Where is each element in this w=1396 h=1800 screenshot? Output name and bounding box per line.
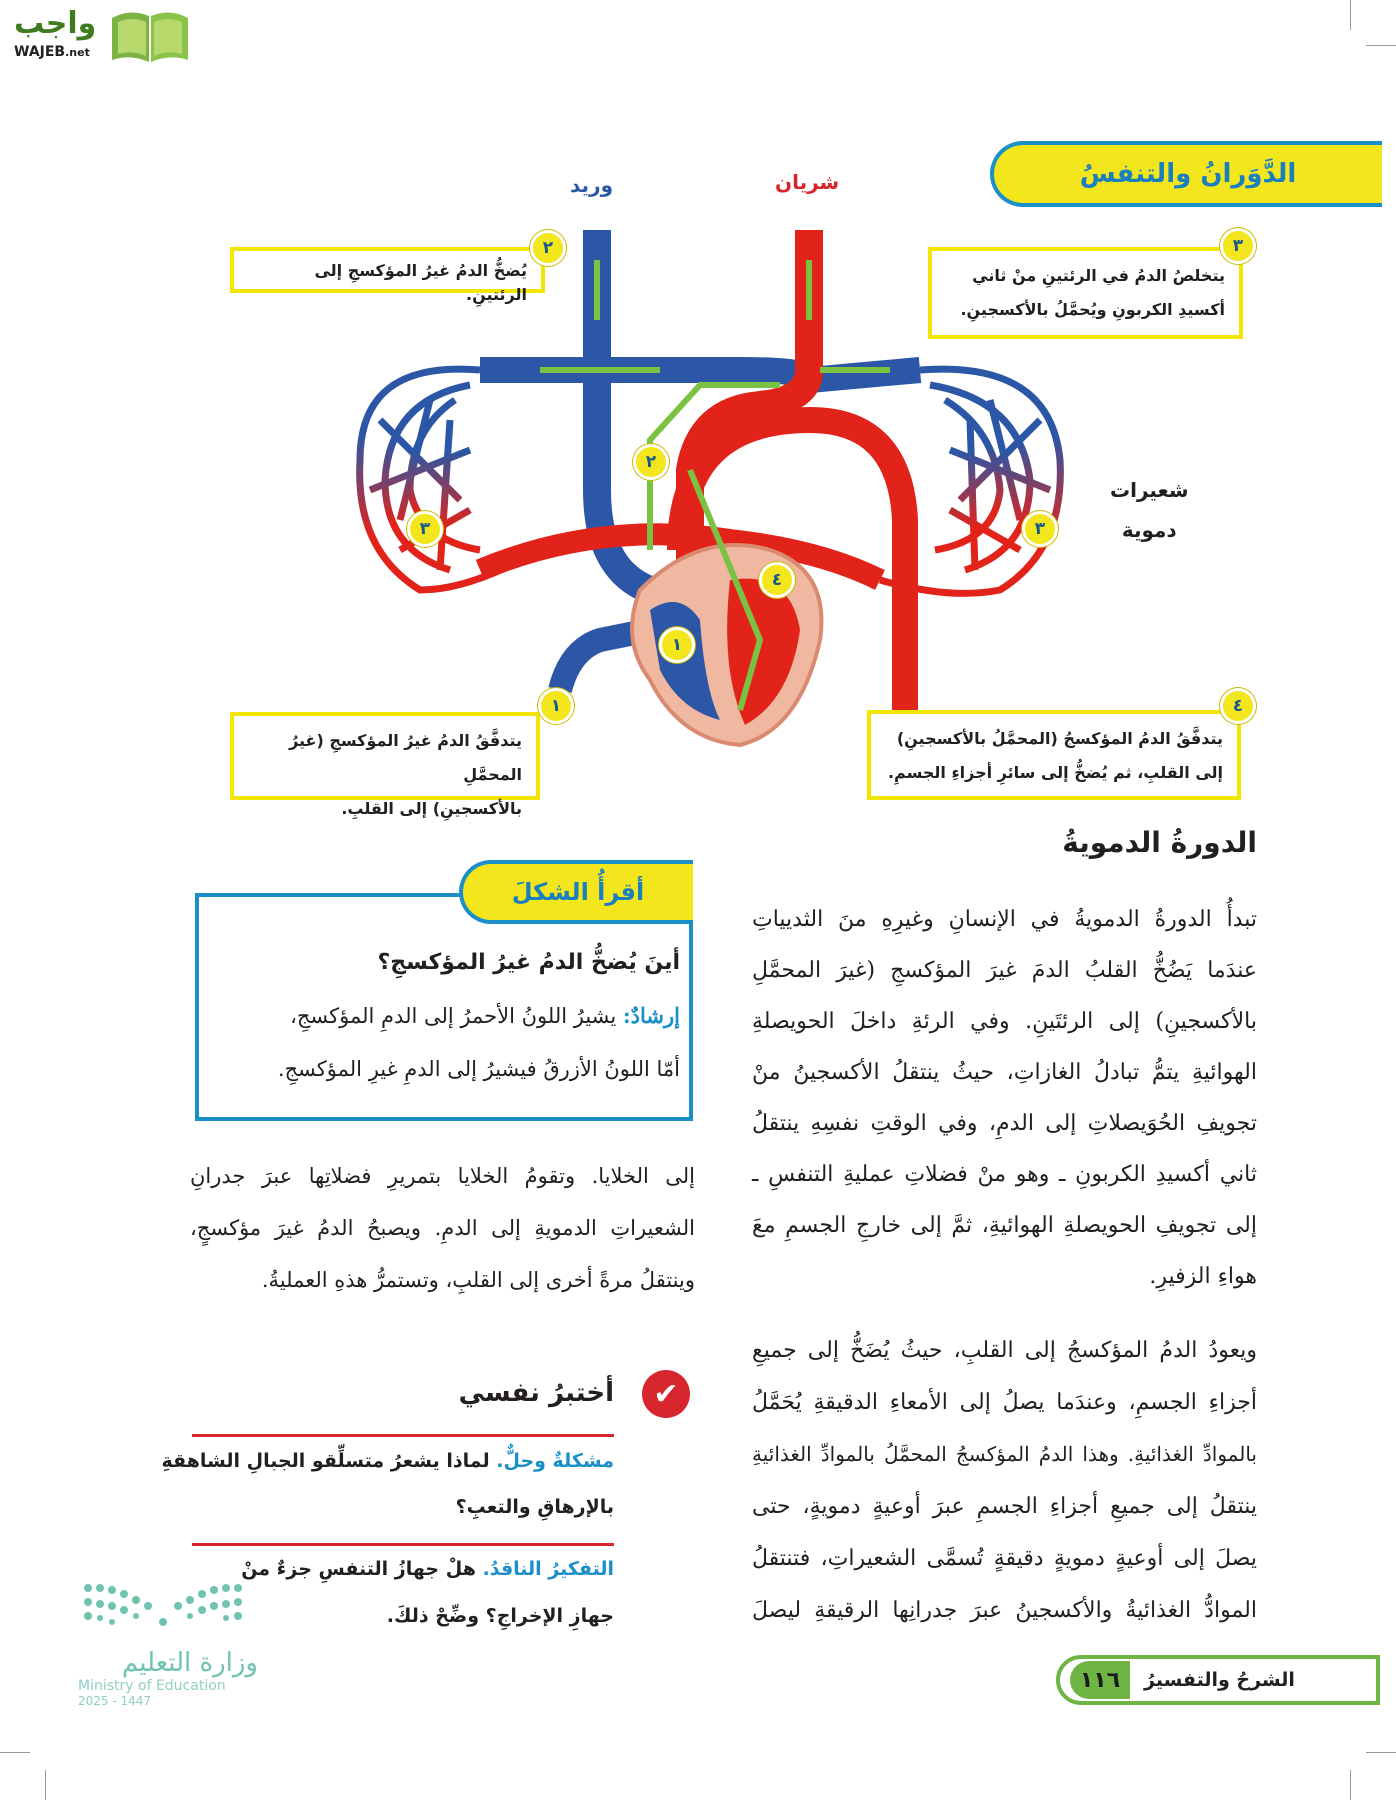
step-badge-1: ١ — [538, 688, 574, 724]
step-3-box: يتخلصُ الدمُ في الرئتينِ منْ ثاني أكسيدِ الكربونِ ويُحمَّلُ بالأكسجينِ. — [928, 247, 1243, 339]
para1-line: هواءِ الزفيرِ. — [1149, 1264, 1257, 1289]
para1-line: إلى تجويفِ الحويصلةِ الهوائيةِ، ثمَّ إلى خارجِ الجسمِ معَ — [752, 1213, 1257, 1238]
para2-line: الموادُّ الغذائيةُ والأكسجينُ عبرَ جدرانِها الرقيقةِ ليصلَ — [752, 1598, 1257, 1623]
checkmark-icon: ✔ — [642, 1370, 690, 1418]
section-title: الدَّوَرانُ والتنفسُ — [1079, 159, 1297, 189]
self-test-q1-line2: بالإرهاقِ والتعبِ؟ — [455, 1496, 614, 1518]
step-2-box: يُضخُّ الدمُ غيرُ المؤكسجِ إلى الرئتينِ. — [230, 247, 545, 293]
para1-line: الهوائيةِ يتمُّ تبادلُ الغازاتِ، حيثُ ينتقلُ الأكسجينُ منْ — [752, 1060, 1257, 1085]
ministry-logo: وزارة التعليم Ministry of Education 2025 - 1447 — [78, 1578, 258, 1728]
para1-line: تجويفِ الحُوَيصلاتِ إلى الدمِ، وفي الوقتِ نفسِهِ ينتقلُ — [752, 1111, 1257, 1136]
para2-line: بالموادِّ الغذائيةِ. وهذا الدمُ المؤكسجُ المحمَّلُ بالموادِّ الغذائيةِ — [752, 1442, 1257, 1466]
footer-section-label: الشرحُ والتفسيرُ — [1144, 1669, 1295, 1691]
para2-line: ينتقلُ إلى جميعِ أجزاءِ الجسمِ عبرَ أوعيةٍ دمويةٍ، حتى — [752, 1494, 1257, 1519]
ministry-dots-emblem — [78, 1578, 248, 1638]
divider — [192, 1543, 614, 1546]
step-badge-1: ١ — [659, 627, 695, 663]
para2-line: ويعودُ الدمُ المؤكسجُ إلى القلبِ، حيثُ يُضَخُّ إلى جميعِ — [752, 1338, 1257, 1363]
self-test-title: أختبرُ نفسي — [458, 1378, 614, 1408]
self-test-q2-line2: جهازِ الإخراجِ؟ وضِّحْ ذلكَ. — [386, 1605, 614, 1627]
read-figure-hint-line2: أمّا اللونُ الأزرقُ فيشيرُ إلى الدمِ غيرِ المؤكسجِ. — [277, 1057, 680, 1081]
divider — [192, 1434, 614, 1437]
artery-label: شريان — [775, 170, 840, 194]
crop-mark — [0, 1752, 30, 1753]
step-badge-3: ٣ — [407, 511, 443, 547]
read-figure-question: أينَ يُضخُّ الدمُ غيرُ المؤكسجِ؟ — [377, 950, 680, 975]
step-badge-3: ٣ — [1220, 228, 1256, 264]
step-badge-2: ٢ — [530, 230, 566, 266]
footer-pill — [1056, 1655, 1380, 1705]
step-1-box: يتدفَّقُ الدمُ غيرُ المؤكسجِ (غيرُ المحمَّلِ بالأكسجينِ) إلى القلبِ. — [230, 712, 540, 800]
crop-mark — [1366, 1752, 1396, 1753]
step-4-box: يتدفَّقُ الدمُ المؤكسجُ (المحمَّلُ بالأكسجينِ) إلى القلبِ، ثم يُضخُّ إلى سائرِ أجزاءِ الجسمِ. — [867, 710, 1241, 800]
book-icon — [108, 8, 192, 64]
para2-line: يصلَ إلى أوعيةٍ دمويةٍ دقيقةٍ تُسمَّى الشعيراتِ، فتنتقلُ — [752, 1546, 1257, 1571]
step-badge-4: ٤ — [759, 562, 795, 598]
para3-line: إلى الخلايا. وتقومُ الخلايا بتمريرِ فضلاتِها عبرَ جدرانِ — [190, 1164, 695, 1188]
self-test-q2: التفكيرُ الناقدُ. هلْ جهازُ التنفسِ جزءٌ منْ — [241, 1558, 614, 1580]
step-badge-3: ٣ — [1022, 511, 1058, 547]
crop-mark — [1350, 0, 1351, 30]
crop-mark — [45, 1770, 46, 1800]
crop-mark — [1366, 45, 1396, 46]
main-heading: الدورةُ الدمويةُ — [1062, 826, 1257, 859]
para2-line: أجزاءِ الجسمِ، وعندَما يصلُ إلى الأمعاءِ الدقيقةِ يُحَمَّلُ — [752, 1390, 1257, 1415]
capillaries-label: شعيرات دموية — [1110, 478, 1189, 542]
para3-line: وينتقلُ مرةً أخرى إلى القلبِ، وتستمرُّ هذهِ العمليةُ. — [261, 1268, 695, 1292]
vein-label: وريد — [570, 173, 614, 197]
para1-line: تبدأُ الدورةُ الدمويةُ في الإنسانِ وغيرِهِ منَ الثديياتِ — [752, 907, 1257, 932]
step-badge-2: ٢ — [633, 444, 669, 480]
read-figure-hint: إرشادٌ: يشيرُ اللونُ الأحمرُ إلى الدمِ المؤكسجِ، — [290, 1003, 680, 1028]
page-number: ١١٦ — [1070, 1661, 1130, 1699]
para3-line: الشعيراتِ الدمويةِ إلى الدمِ. ويصبحُ الدمُ غيرَ مؤكسجٍ، — [190, 1216, 695, 1240]
para1-line: ثاني أكسيدِ الكربونِ ـ وهو منْ فضلاتِ عمليةِ التنفسِ ـ — [752, 1162, 1257, 1187]
read-figure-pill: أقرأُ الشكلَ — [459, 860, 693, 924]
self-test-q1: مشكلةٌ وحلٌّ. لماذا يشعرُ متسلِّقو الجبالِ الشاهقةِ — [161, 1450, 614, 1472]
step-badge-4: ٤ — [1220, 688, 1256, 724]
para1-line: بالأكسجينِ) إلى الرئتَينِ. وفي الرئةِ داخلَ الحويصلةِ — [752, 1009, 1257, 1034]
wajeb-logo: واجب WAJEB.net — [10, 6, 190, 64]
crop-mark — [1350, 1770, 1351, 1800]
para1-line: عندَما يَضُخُّ القلبُ الدمَ غيرَ المؤكسجِ (غيرَ المحمَّلِ — [752, 958, 1257, 983]
